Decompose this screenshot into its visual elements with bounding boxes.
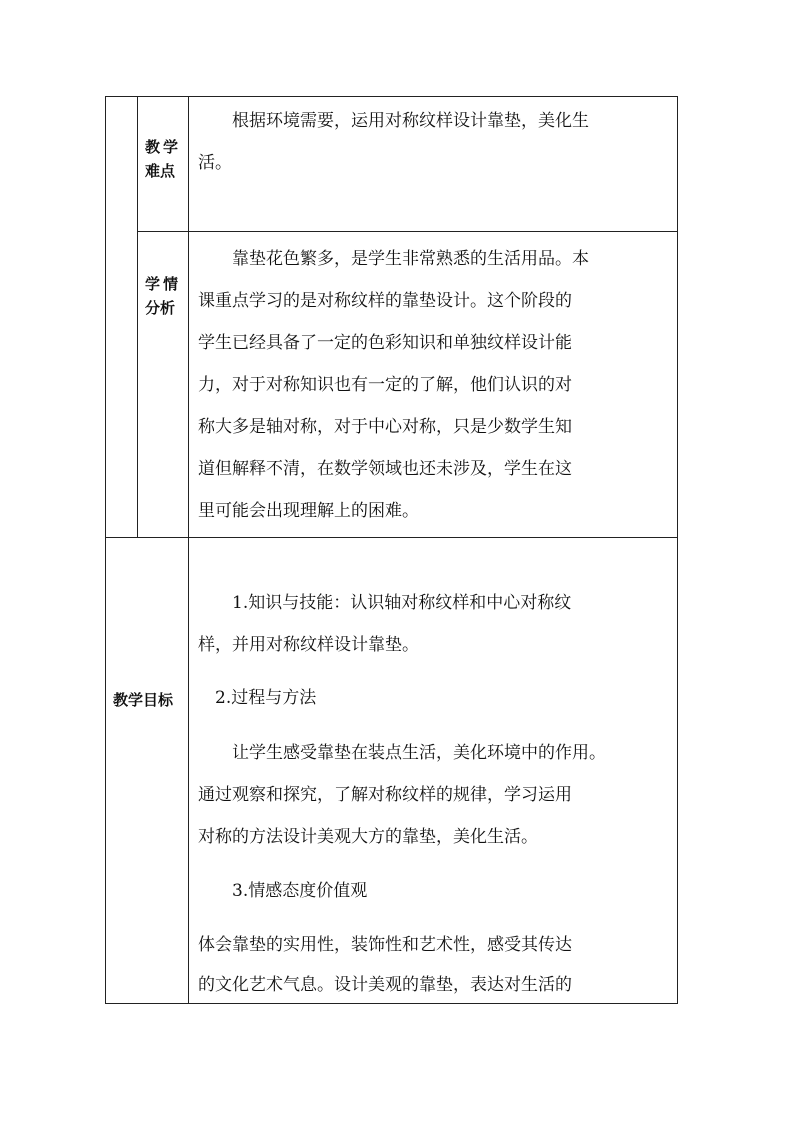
- analysis-label-line1: 学情: [145, 275, 182, 293]
- text-line: 的文化艺术气息。设计美观的靠垫，表达对生活的: [198, 975, 572, 995]
- table-border-bottom: [105, 1003, 678, 1004]
- difficulty-label: [145, 135, 185, 183]
- table-border-row1: [137, 231, 678, 232]
- text-line: 根据环境需要，运用对称纹样设计靠垫，美化生: [198, 111, 589, 131]
- text-line: 样，并用对称纹样设计靠垫。: [198, 635, 419, 655]
- text-line: 3.情感态度价值观: [198, 881, 368, 901]
- text-line: 学生已经具备了一定的色彩知识和单独纹样设计能: [198, 333, 572, 353]
- table-border-left: [105, 96, 106, 1003]
- text-line: 道但解释不清，在数学领域也还未涉及，学生在这: [198, 459, 572, 479]
- text-line: 里可能会出现理解上的困难。: [198, 501, 419, 521]
- difficulty-label-line2: 难点: [145, 162, 176, 180]
- text-line: 2.过程与方法: [198, 688, 317, 708]
- text-line: 靠垫花色繁多，是学生非常熟悉的生活用品。本: [198, 249, 589, 269]
- difficulty-label-line1: 教学: [145, 138, 182, 156]
- table-border-label: [188, 96, 189, 1003]
- analysis-label-line2: 分析: [145, 299, 176, 317]
- text-line: 让学生感受靠垫在装点生活，美化环境中的作用。: [198, 743, 606, 763]
- text-line: 1.知识与技能：认识轴对称纹样和中心对称纹: [198, 593, 572, 613]
- analysis-label: [145, 272, 185, 320]
- text-line: 通过观察和探究，了解对称纹样的规律，学习运用: [198, 785, 572, 805]
- objectives-label: 教学目标: [113, 691, 174, 709]
- text-line: 力，对于对称知识也有一定的了解，他们认识的对: [198, 375, 572, 395]
- text-line: 对称的方法设计美观大方的靠垫，美化生活。: [198, 827, 538, 847]
- table-border-inner: [137, 96, 138, 537]
- text-line: 活。: [198, 153, 232, 173]
- table-border-top: [105, 96, 678, 97]
- table-border-row2: [105, 537, 678, 538]
- text-line: 体会靠垫的实用性，装饰性和艺术性，感受其传达: [198, 935, 572, 955]
- text-line: 称大多是轴对称，对于中心对称，只是少数学生知: [198, 417, 572, 437]
- text-line: 课重点学习的是对称纹样的靠垫设计。这个阶段的: [198, 291, 572, 311]
- table-border-right: [677, 96, 678, 1003]
